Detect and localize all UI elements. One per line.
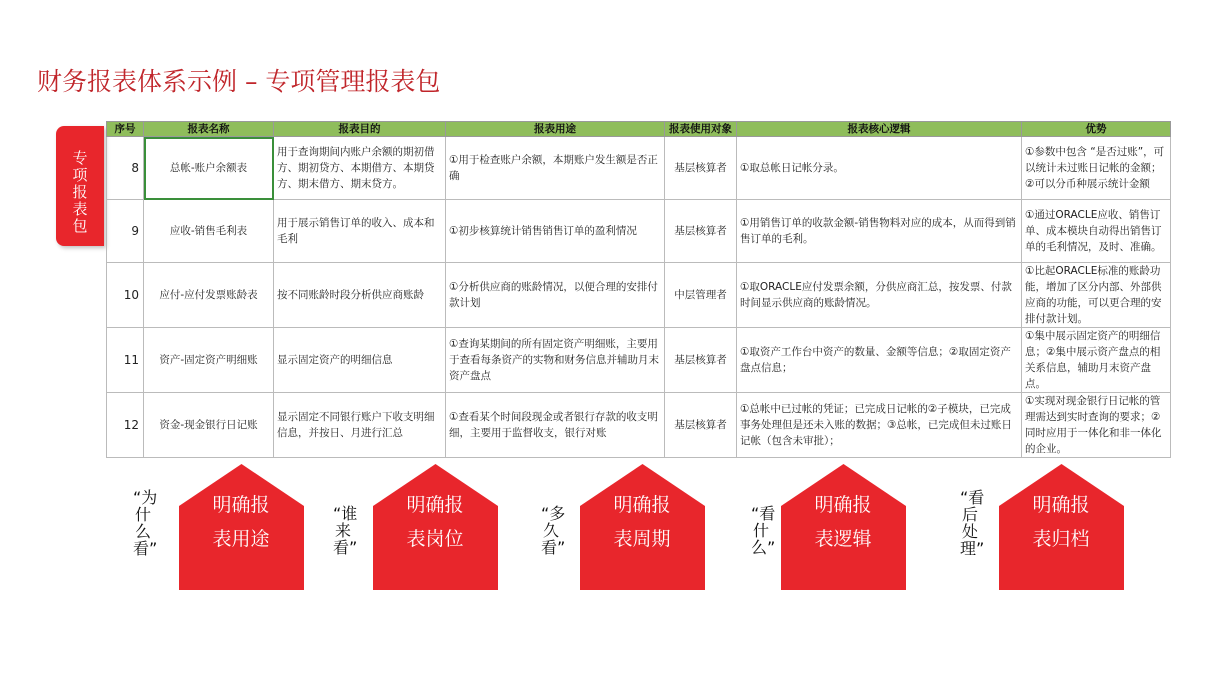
cell-user: 中层管理者: [665, 263, 737, 328]
house-cycle-label: 明确报表周期: [613, 494, 671, 550]
cell-name: 资金-现金银行日记账: [144, 393, 274, 458]
header-num: 序号: [107, 122, 144, 137]
header-name: 报表名称: [144, 122, 274, 137]
page-title: 财务报表体系示例 – 专项管理报表包: [37, 67, 441, 96]
house-role: [373, 464, 498, 590]
question-why: “为什么看”: [133, 488, 158, 558]
cell-num: 12: [107, 393, 144, 458]
cell-user: 基层核算者: [665, 137, 737, 200]
question-after: “看后处理”: [960, 488, 985, 558]
table-row: [107, 328, 1171, 393]
report-table: [106, 121, 1171, 458]
cell-usage: ①用于检查账户余额，本期账户发生额是否正确: [446, 137, 665, 200]
cell-name: 应收-销售毛利表: [144, 200, 274, 263]
cell-name[interactable]: 总帐-账户余额表: [144, 137, 274, 200]
header-logic: 报表核心逻辑: [737, 122, 1022, 137]
cell-purpose: 显示固定不同银行账户下收支明细信息，并按日、月进行汇总: [274, 393, 446, 458]
cell-advantage: ①集中展示固定资产的明细信息；②集中展示资产盘点的相关系信息，辅助月末资产盘点。: [1022, 328, 1171, 393]
cell-purpose: 显示固定资产的明细信息: [274, 328, 446, 393]
table-header-row: [107, 122, 1171, 137]
header-advantage: 优势: [1022, 122, 1171, 137]
header-user: 报表使用对象: [665, 122, 737, 137]
cell-purpose: 用于展示销售订单的收入、成本和毛利: [274, 200, 446, 263]
header-usage: 报表用途: [446, 122, 665, 137]
house-logic: [781, 464, 906, 590]
table-row: [107, 137, 1171, 200]
house-role-label: 明确报表岗位: [406, 494, 464, 550]
cell-logic: ①用销售订单的收款金额-销售物料对应的成本，从而得到销售订单的毛利。: [737, 200, 1022, 263]
cell-num: 10: [107, 263, 144, 328]
cell-usage: ①查看某个时间段现金或者银行存款的收支明细，主要用于监督收支，银行对账: [446, 393, 665, 458]
cell-purpose: 用于查询期间内账户余额的期初借方、期初贷方、本期借方、本期贷方、期末借方、期末贷方。: [274, 137, 446, 200]
cell-logic: ①取资产工作台中资产的数量、金额等信息；②取固定资产盘点信息；: [737, 328, 1022, 393]
cell-usage: ①分析供应商的账龄情况，以便合理的安排付款计划: [446, 263, 665, 328]
cell-advantage: ①参数中包含 “是否过账”，可以统计未过账日记帐的金额；②可以分币种展示统计金额: [1022, 137, 1171, 200]
table-row: [107, 263, 1171, 328]
house-logic-label: 明确报表逻辑: [814, 494, 872, 550]
question-who: “谁来看”: [333, 504, 358, 557]
cell-num: 9: [107, 200, 144, 263]
table-row: [107, 393, 1171, 458]
cell-user: 基层核算者: [665, 200, 737, 263]
cell-logic: ①取总帐日记帐分录。: [737, 137, 1022, 200]
house-archive: [999, 464, 1124, 590]
question-what: “看什么”: [751, 504, 776, 557]
question-how-often: “多久看”: [541, 504, 566, 557]
cell-name: 应付-应付发票账龄表: [144, 263, 274, 328]
cell-advantage: ①比起ORACLE标准的账龄功能，增加了区分内部、外部供应商的功能，可以更合理的安排付款计划。: [1022, 263, 1171, 328]
table-row: [107, 200, 1171, 263]
cell-num: 8: [107, 137, 144, 200]
house-cycle: [580, 464, 705, 590]
cell-advantage: ①通过ORACLE应收、销售订单、成本模块自动得出销售订单的毛利情况，及时、准确。: [1022, 200, 1171, 263]
house-archive-label: 明确报表归档: [1032, 494, 1090, 550]
cell-num: 11: [107, 328, 144, 393]
cell-user: 基层核算者: [665, 393, 737, 458]
side-tab-label: 专项报表包: [72, 149, 88, 235]
cell-purpose: 按不同账龄时段分析供应商账龄: [274, 263, 446, 328]
house-purpose: [179, 464, 304, 590]
cell-user: 基层核算者: [665, 328, 737, 393]
cell-logic: ①总帐中已过帐的凭证；已完成日记帐的②子模块，已完成事务处理但是还未入账的数据；③总帐，已完成但未过账日记帐（包含未审批）；: [737, 393, 1022, 458]
house-purpose-label: 明确报表用途: [212, 494, 270, 550]
cell-name: 资产-固定资产明细账: [144, 328, 274, 393]
cell-usage: ①初步核算统计销售销售订单的盈利情况: [446, 200, 665, 263]
cell-logic: ①取ORACLE应付发票余额，分供应商汇总，按发票、付款时间显示供应商的账龄情况。: [737, 263, 1022, 328]
cell-usage: ①查询某期间的所有固定资产明细账，主要用于查看每条资产的实物和财务信息并辅助月末资产盘点: [446, 328, 665, 393]
header-purpose: 报表目的: [274, 122, 446, 137]
cell-advantage: ①实现对现金银行日记帐的管理需达到实时查询的要求；②同时应用于一体化和非一体化的企业。: [1022, 393, 1171, 458]
